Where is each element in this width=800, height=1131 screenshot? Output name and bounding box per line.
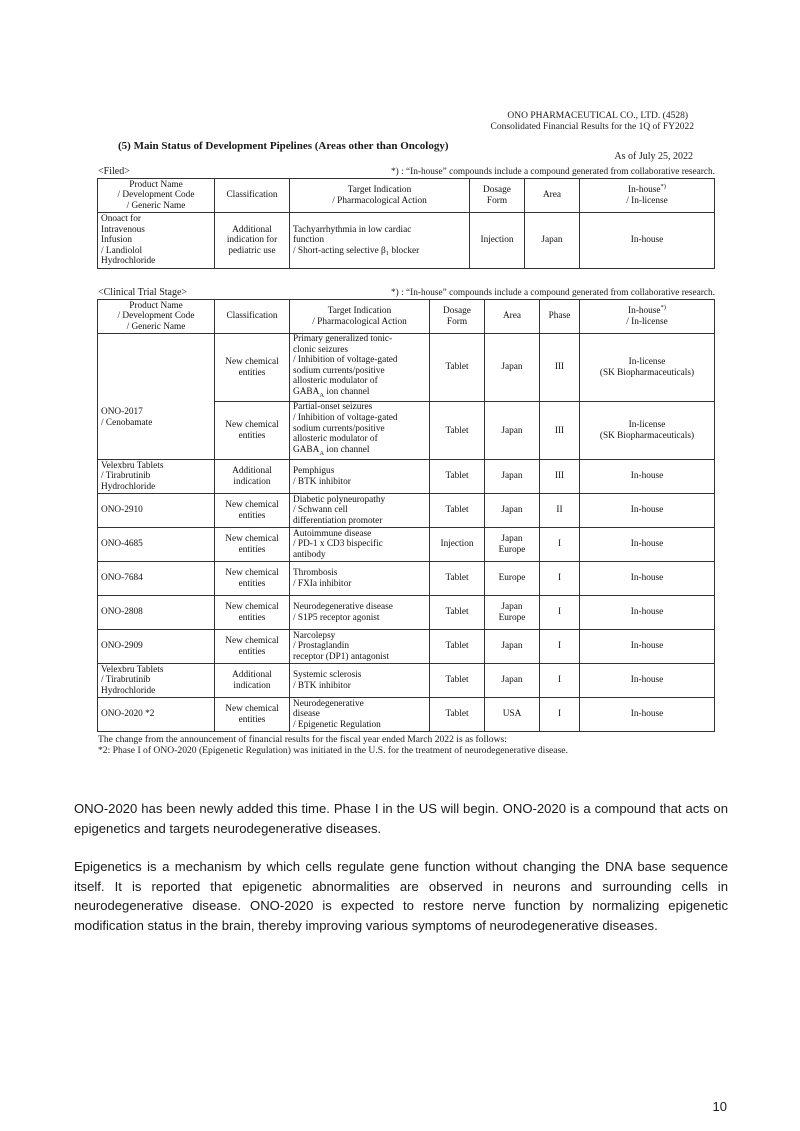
- target-cell-line: / PD-1 x CD3 bispecific: [293, 539, 383, 550]
- col-inhouse: [580, 179, 715, 213]
- target-cell-line: Systemic sclerosis: [293, 670, 362, 681]
- col-product: [98, 179, 215, 213]
- target-cell-line: Diabetic polyneuropathy: [293, 494, 386, 505]
- area-cell-line: Japan: [501, 505, 523, 516]
- target-cell: [290, 334, 430, 402]
- dosage-cell: [430, 402, 485, 460]
- target-cell-line: allosteric modulator of: [293, 434, 378, 445]
- target-cell-line: $GABA_A$ ion channel: [293, 386, 370, 399]
- inhouse-cell: [580, 698, 715, 732]
- area-cell: [485, 334, 540, 402]
- phase-cell-line: I: [557, 539, 562, 550]
- area-cell-line: Japan: [501, 675, 523, 686]
- target-cell: [290, 596, 430, 630]
- inhouse-cell: [580, 528, 715, 562]
- classification-cell-line: Additional: [232, 224, 272, 235]
- target-cell: [290, 213, 470, 269]
- area-cell: [485, 460, 540, 494]
- inhouse-header-suffix: / In-license: [626, 316, 668, 327]
- classification-cell: [215, 402, 290, 460]
- classification-cell-line: entities: [238, 510, 266, 521]
- classification-cell-line: New chemical: [225, 636, 279, 647]
- dosage-cell: [430, 698, 485, 732]
- classification-cell: [215, 698, 290, 732]
- section-title: (5) Main Status of Development Pipelines (Areas other than Oncology): [118, 140, 449, 152]
- target-cell-line: $GABA_A$ ion channel: [293, 444, 370, 457]
- header-line: Dosage: [483, 184, 511, 195]
- as-of-date: As of July 25, 2022: [614, 151, 693, 162]
- phase-cell-line: III: [554, 425, 565, 436]
- classification-cell-line: Additional: [232, 466, 272, 477]
- area-cell-line: Japan: [501, 471, 523, 482]
- phase-cell: [540, 630, 580, 664]
- dosage-cell-line: Injection: [440, 539, 474, 550]
- header-line: / Development Code: [117, 190, 195, 201]
- product-cell-line: Infusion: [101, 235, 132, 246]
- phase-cell: [540, 460, 580, 494]
- inhouse-header-mark: *): [660, 303, 666, 311]
- dosage-cell-line: Tablet: [445, 505, 469, 516]
- classification-cell-line: New chemical: [225, 568, 279, 579]
- header-line: Dosage: [443, 305, 471, 316]
- table-row: [98, 596, 715, 630]
- area-cell-line: Japan: [501, 641, 523, 652]
- classification-cell-line: New chemical: [225, 534, 279, 545]
- classification-cell: [215, 460, 290, 494]
- table-row: [98, 664, 715, 698]
- col-dosage: [430, 300, 485, 334]
- area-cell-line: USA: [502, 709, 522, 720]
- target-cell-line: / Epigenetic Regulation: [293, 720, 381, 731]
- clinical-label: <Clinical Trial Stage>: [98, 287, 188, 298]
- product-cell-line: Velexbru Tablets: [101, 460, 164, 471]
- area-cell-line: Japan: [501, 602, 523, 613]
- col-area: Area: [525, 179, 580, 213]
- area-cell: [485, 596, 540, 630]
- dosage-cell: [430, 562, 485, 596]
- target-cell: [290, 562, 430, 596]
- target-cell-line: / Inhibition of voltage-gated: [293, 355, 398, 366]
- inhouse-cell-line: In-house: [630, 607, 664, 618]
- target-cell: [290, 402, 430, 460]
- classification-cell-line: entities: [238, 646, 266, 657]
- table-row: [98, 698, 715, 732]
- classification-cell: [215, 562, 290, 596]
- table-row: [98, 460, 715, 494]
- classification-cell-line: indication for: [226, 235, 278, 246]
- area-cell-line: Europe: [498, 544, 526, 555]
- header-line: / Generic Name: [126, 321, 186, 332]
- inhouse-cell: [580, 664, 715, 698]
- phase-cell: [540, 596, 580, 630]
- inhouse-cell-line: In-house: [630, 573, 664, 584]
- product-cell-line: / Tirabrutinib: [101, 675, 151, 686]
- product-cell-line: / Cenobamate: [101, 417, 153, 428]
- classification-cell-line: New chemical: [225, 357, 279, 368]
- target-cell-line: Thrombosis: [293, 568, 338, 579]
- area-cell: [485, 494, 540, 528]
- classification-cell-line: New chemical: [225, 500, 279, 511]
- product-cell-line: ONO-2017: [101, 407, 143, 418]
- inhouse-cell-line: In-house: [630, 709, 664, 720]
- company-header: ONO PHARMACEUTICAL CO., LTD. (4528): [507, 111, 688, 121]
- classification-cell: [215, 528, 290, 562]
- header-line: Target Indication: [327, 305, 392, 316]
- target-cell-line: differentiation promoter: [293, 516, 383, 527]
- product-cell-line: Onoact for: [101, 214, 142, 225]
- area-cell-line: Japan: [541, 235, 563, 246]
- classification-cell: [215, 213, 290, 269]
- phase-cell-line: III: [554, 471, 565, 482]
- header-line: Product Name: [129, 179, 183, 190]
- product-cell: [98, 213, 215, 269]
- target-cell-line: function: [293, 235, 324, 246]
- classification-cell-line: New chemical: [225, 602, 279, 613]
- product-cell: [98, 698, 215, 732]
- target-cell: [290, 460, 430, 494]
- col-target: [290, 179, 470, 213]
- classification-cell-line: New chemical: [225, 704, 279, 715]
- phase-cell: [540, 402, 580, 460]
- inhouse-cell: [580, 402, 715, 460]
- target-cell-line: allosteric modulator of: [293, 376, 378, 387]
- classification-cell-line: entities: [238, 367, 266, 378]
- inhouse-cell: [580, 630, 715, 664]
- report-subtitle: Consolidated Financial Results for the 1Q of FY2022: [490, 122, 694, 132]
- area-cell: [525, 213, 580, 269]
- phase-cell-line: I: [557, 709, 562, 720]
- target-cell: [290, 664, 430, 698]
- header-line: / Pharmacological Action: [312, 316, 407, 327]
- inhouse-cell: [580, 596, 715, 630]
- page-number: 10: [712, 1099, 727, 1114]
- product-cell-line: Hydrochloride: [101, 686, 156, 697]
- table-row: [98, 334, 715, 402]
- classification-cell-line: entities: [238, 578, 266, 589]
- target-cell-line: sodium currents/positive: [293, 423, 385, 434]
- target-cell-line: Neurodegenerative: [293, 698, 364, 709]
- footnote-2: *2: Phase I of ONO-2020 (Epigenetic Regulation) was initiated in the U.S. for the treatment of neurodegenerative disease.: [98, 745, 568, 756]
- table-row: [98, 213, 715, 269]
- classification-cell: [215, 664, 290, 698]
- inhouse-header-suffix: / In-license: [626, 195, 668, 206]
- phase-cell: [540, 698, 580, 732]
- table-row: [98, 494, 715, 528]
- phase-cell-line: I: [557, 573, 562, 584]
- target-cell-line: / Schwann cell: [293, 505, 348, 516]
- classification-cell-line: entities: [238, 714, 266, 725]
- area-cell: [485, 630, 540, 664]
- header-line: / Generic Name: [126, 200, 186, 211]
- classification-cell-line: indication: [233, 476, 271, 487]
- inhouse-cell-line: In-house: [630, 235, 664, 246]
- classification-cell-line: entities: [238, 612, 266, 623]
- inhouse-cell-line: In-license: [628, 420, 666, 431]
- dosage-cell-line: Tablet: [445, 471, 469, 482]
- phase-cell-line: I: [557, 607, 562, 618]
- header-line: Form: [486, 195, 508, 206]
- dosage-cell: [470, 213, 525, 269]
- clinical-table: [97, 299, 715, 732]
- col-classification: Classification: [215, 179, 290, 213]
- area-cell: [485, 664, 540, 698]
- header-line: Target Indication: [347, 184, 412, 195]
- inhouse-cell-line: In-house: [630, 641, 664, 652]
- paragraph-1: ONO-2020 has been newly added this time. Phase I in the US will begin. ONO-2020 is a compound that acts on epigenetics and targets neurodegenerative diseases.: [74, 801, 728, 836]
- phase-cell: [540, 562, 580, 596]
- phase-cell: [540, 334, 580, 402]
- product-cell-line: ONO-2909: [101, 641, 143, 652]
- col-dosage: [470, 179, 525, 213]
- dosage-cell: [430, 664, 485, 698]
- dosage-cell: [430, 334, 485, 402]
- target-cell-line: Autoimmune disease: [293, 528, 372, 539]
- product-cell: [98, 630, 215, 664]
- product-cell-line: Intravenous: [101, 224, 145, 235]
- target-cell-line: Primary generalized tonic-: [293, 334, 393, 344]
- phase-cell-line: I: [557, 675, 562, 686]
- col-target: [290, 300, 430, 334]
- product-cell: [98, 460, 215, 494]
- inhouse-cell-line: In-house: [630, 505, 664, 516]
- product-cell-line: / Landiolol: [101, 245, 143, 256]
- filed-note: *) : “In-house” compounds include a compound generated from collaborative research.: [391, 167, 715, 177]
- table-row: [98, 562, 715, 596]
- inhouse-header-text: In-house: [628, 184, 661, 195]
- area-cell-line: Japan: [501, 362, 523, 373]
- inhouse-cell: [580, 562, 715, 596]
- product-cell-line: ONO-2020 *2: [101, 709, 155, 720]
- area-cell: [485, 402, 540, 460]
- inhouse-header-text: In-house: [628, 305, 661, 316]
- inhouse-cell: [580, 460, 715, 494]
- target-cell-line: / Inhibition of voltage-gated: [293, 413, 398, 424]
- inhouse-cell-line: In-license: [628, 357, 666, 368]
- target-cell-line: / BTK inhibitor: [293, 476, 351, 487]
- product-cell-line: Hydrochloride: [101, 482, 156, 493]
- inhouse-cell-line: In-house: [630, 539, 664, 550]
- target-cell-line: Narcolepsy: [293, 630, 336, 641]
- target-cell-line: disease: [293, 709, 320, 720]
- filed-label: <Filed>: [98, 166, 130, 177]
- dosage-cell-line: Tablet: [445, 641, 469, 652]
- classification-cell: [215, 334, 290, 402]
- inhouse-cell: [580, 213, 715, 269]
- product-cell-line: ONO-2808: [101, 607, 143, 618]
- inhouse-cell-line: In-house: [630, 471, 664, 482]
- product-cell: [98, 596, 215, 630]
- area-cell: [485, 562, 540, 596]
- col-classification: Classification: [215, 300, 290, 334]
- classification-cell: [215, 630, 290, 664]
- target-cell-line: clonic seizures: [293, 344, 348, 355]
- target-cell: [290, 698, 430, 732]
- target-cell-line: Pemphigus: [293, 466, 335, 477]
- dosage-cell-line: Tablet: [445, 675, 469, 686]
- product-cell: [98, 334, 215, 460]
- col-product: [98, 300, 215, 334]
- target-cell-line: / FXIa inhibitor: [293, 578, 352, 589]
- dosage-cell-line: Tablet: [445, 425, 469, 436]
- clinical-note: *) : “In-house” compounds include a compound generated from collaborative research.: [391, 288, 715, 298]
- product-cell-line: ONO-2910: [101, 505, 143, 516]
- dosage-cell: [430, 494, 485, 528]
- table-row: [98, 528, 715, 562]
- phase-cell: [540, 494, 580, 528]
- inhouse-header-mark: *): [660, 182, 666, 190]
- phase-cell-line: III: [554, 362, 565, 373]
- target-cell-line: / Prostaglandin: [293, 641, 350, 652]
- target-cell: [290, 630, 430, 664]
- product-cell: [98, 528, 215, 562]
- product-cell: [98, 664, 215, 698]
- col-area: Area: [485, 300, 540, 334]
- filed-table: [97, 178, 715, 269]
- table-row: [98, 630, 715, 664]
- dosage-cell-line: Tablet: [445, 362, 469, 373]
- phase-cell-line: II: [556, 505, 563, 516]
- header-line: Product Name: [129, 300, 183, 311]
- target-cell-line: / S1P5 receptor agonist: [293, 612, 380, 623]
- product-cell: [98, 494, 215, 528]
- area-cell-line: Japan: [501, 534, 523, 545]
- inhouse-cell-line: In-house: [630, 675, 664, 686]
- change-note: The change from the announcement of financial results for the fiscal year ended March 2022 is as follows:: [98, 734, 507, 745]
- product-cell-line: ONO-4685: [101, 539, 143, 550]
- target-cell-line: Neurodegenerative disease: [293, 602, 393, 613]
- target-cell-line: Partial-onset seizures: [293, 402, 373, 413]
- target-cell-line: Tachyarrhythmia in low cardiac: [293, 224, 412, 235]
- classification-cell: [215, 596, 290, 630]
- header-line: Form: [446, 316, 468, 327]
- dosage-cell: [430, 460, 485, 494]
- dosage-cell: [430, 596, 485, 630]
- target-cell-line: / BTK inhibitor: [293, 680, 351, 691]
- product-cell-line: ONO-7684: [101, 573, 143, 584]
- area-cell-line: Japan: [501, 425, 523, 436]
- classification-cell-line: Additional: [232, 670, 272, 681]
- product-cell-line: Hydrochloride: [101, 256, 156, 267]
- classification-cell: [215, 494, 290, 528]
- target-cell-line: receptor (DP1) antagonist: [293, 652, 390, 663]
- product-cell-line: / Tirabrutinib: [101, 471, 151, 482]
- dosage-cell-line: Injection: [480, 235, 514, 246]
- target-cell-line: sodium currents/positive: [293, 365, 385, 376]
- header-line: / Pharmacological Action: [332, 195, 427, 206]
- area-cell-line: Europe: [498, 573, 526, 584]
- inhouse-cell-line: (SK Biopharmaceuticals): [599, 430, 695, 441]
- dosage-cell: [430, 528, 485, 562]
- dosage-cell-line: Tablet: [445, 607, 469, 618]
- phase-cell: [540, 528, 580, 562]
- target-cell: [290, 494, 430, 528]
- dosage-cell-line: Tablet: [445, 573, 469, 584]
- product-cell: [98, 562, 215, 596]
- col-phase: Phase: [540, 300, 580, 334]
- classification-cell-line: pediatric use: [228, 245, 276, 256]
- inhouse-cell-line: (SK Biopharmaceuticals): [599, 367, 695, 378]
- inhouse-cell: [580, 494, 715, 528]
- classification-cell-line: entities: [238, 430, 266, 441]
- classification-cell-line: New chemical: [225, 420, 279, 431]
- dosage-cell: [430, 630, 485, 664]
- phase-cell-line: I: [557, 641, 562, 652]
- area-cell-line: Europe: [498, 612, 526, 623]
- area-cell: [485, 698, 540, 732]
- phase-cell: [540, 664, 580, 698]
- target-cell-line: / Short-acting selective β₁ blocker: [293, 245, 420, 256]
- target-cell-line: antibody: [293, 550, 326, 561]
- product-cell-line: Velexbru Tablets: [101, 664, 164, 675]
- paragraph-2: Epigenetics is a mechanism by which cells regulate gene function without changing the DNA base sequence itself. It is reported that epigenetic abnormalities are observed in neurons and surrounding cells in neurodegenerative disease. ONO-2020 is expected to restore nerve function by normalizing epigenetic modification status in the brain, thereby improving various symptoms of neurodegenerative diseases.: [74, 859, 728, 933]
- area-cell: [485, 528, 540, 562]
- target-cell: [290, 528, 430, 562]
- inhouse-cell: [580, 334, 715, 402]
- col-inhouse: [580, 300, 715, 334]
- dosage-cell-line: Tablet: [445, 709, 469, 720]
- classification-cell-line: entities: [238, 544, 266, 555]
- header-line: / Development Code: [117, 311, 195, 322]
- classification-cell-line: indication: [233, 680, 271, 691]
